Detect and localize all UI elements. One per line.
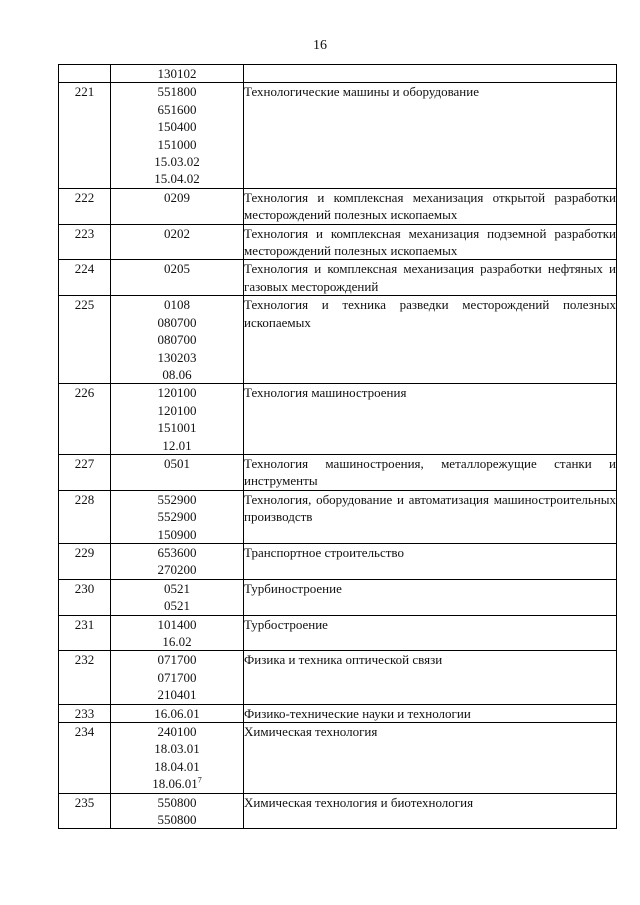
code-value: 550800 — [157, 794, 197, 810]
specialty-name: Турбиностроение — [244, 579, 617, 615]
code-line — [111, 723, 243, 740]
table-row — [59, 490, 617, 543]
code-value: 0205 — [164, 261, 190, 277]
table-row — [59, 723, 617, 794]
table-row — [59, 83, 617, 188]
code-value: 150400 — [157, 119, 197, 135]
code-line — [111, 794, 243, 811]
code-value: 0521 — [164, 598, 190, 614]
specialty-name: Химическая технология — [244, 723, 617, 794]
code-value: 551800 — [157, 84, 197, 100]
code-line — [111, 686, 243, 703]
code-cell — [111, 296, 244, 384]
row-number: 232 — [59, 651, 111, 704]
row-number: 229 — [59, 543, 111, 579]
code-value: 130102 — [157, 66, 197, 81]
code-cell — [111, 260, 244, 296]
row-number: 227 — [59, 454, 111, 490]
code-cell — [111, 454, 244, 490]
specialty-name: Химическая технология и биотехнология — [244, 793, 617, 829]
table-row — [59, 384, 617, 455]
code-line — [111, 101, 243, 118]
code-value: 071700 — [157, 669, 197, 685]
code-value: 16.02 — [162, 634, 192, 649]
specialty-name: Технология машиностроения, металлорежущие станки и инструменты — [244, 455, 616, 489]
row-number: 221 — [59, 83, 111, 188]
code-value: 080700 — [157, 332, 197, 348]
row-number: 230 — [59, 579, 111, 615]
code-cell — [111, 188, 244, 224]
code-line — [111, 314, 243, 331]
code-value: 071700 — [157, 652, 197, 668]
code-line — [111, 597, 243, 614]
table-row — [59, 296, 617, 384]
code-value: 18.03.01 — [154, 741, 200, 757]
specialty-name: Технологические машины и оборудование — [244, 83, 617, 188]
table-row — [59, 615, 617, 651]
code-value: 550800 — [157, 812, 197, 828]
row-number — [59, 65, 111, 83]
code-line — [111, 544, 243, 561]
table-row — [59, 224, 617, 260]
table-row — [59, 454, 617, 490]
code-value: 0501 — [164, 455, 190, 471]
code-line — [111, 758, 243, 775]
footnote-marker: 7 — [197, 775, 202, 785]
row-number: 228 — [59, 490, 111, 543]
specialty-name: Физико-технические науки и технологии — [244, 704, 617, 722]
code-value: 0209 — [164, 189, 190, 205]
row-number: 231 — [59, 615, 111, 651]
table-row — [59, 65, 617, 83]
code-line — [111, 136, 243, 153]
table-body — [59, 65, 617, 829]
row-number: 222 — [59, 188, 111, 224]
code-value: 150900 — [157, 526, 197, 542]
code-line — [111, 349, 243, 366]
specialty-name: Физика и техника оптической связи — [244, 651, 617, 704]
code-line — [111, 189, 243, 206]
specialty-name — [244, 65, 617, 83]
code-value: 270200 — [157, 562, 197, 578]
table-row — [59, 704, 617, 722]
specialty-codes-table — [58, 64, 617, 829]
page-number: 16 — [313, 38, 327, 53]
row-number: 235 — [59, 793, 111, 829]
code-value: 120100 — [157, 402, 197, 418]
code-cell — [111, 224, 244, 260]
specialty-name: Технология и комплексная механизация разработки нефтяных и газовых месторождений — [244, 261, 616, 294]
code-value: 552900 — [157, 509, 197, 525]
specialty-name: Технология и комплексная механизация открытой разработки месторождений полезных ископаемых — [244, 189, 616, 223]
code-cell — [111, 543, 244, 579]
code-line — [111, 296, 243, 313]
code-line — [111, 170, 243, 187]
table-row — [59, 543, 617, 579]
code-cell — [111, 384, 244, 455]
code-value: 240100 — [157, 724, 197, 740]
code-value: 552900 — [157, 491, 197, 507]
code-value: 18.04.01 — [154, 758, 200, 774]
code-line — [111, 455, 243, 472]
code-cell — [111, 490, 244, 543]
specialty-name: Транспортное строительство — [244, 543, 617, 579]
code-value: 18.06.01 — [152, 776, 198, 792]
code-value: 130203 — [157, 349, 197, 365]
code-line — [111, 402, 243, 419]
table-row — [59, 651, 617, 704]
code-value: 651600 — [157, 101, 197, 117]
code-line — [111, 437, 243, 454]
code-value: 080700 — [157, 314, 197, 330]
code-line — [111, 419, 243, 436]
row-number: 224 — [59, 260, 111, 296]
code-line — [111, 561, 243, 578]
code-cell — [111, 65, 244, 83]
code-line — [111, 225, 243, 242]
code-cell — [111, 615, 244, 651]
code-value: 101400 — [157, 616, 197, 632]
table-row — [59, 793, 617, 829]
specialty-name: Турбостроение — [244, 615, 617, 651]
table-row — [59, 579, 617, 615]
code-line — [111, 491, 243, 508]
specialty-name: Технология и техника разведки месторождений полезных ископаемых — [244, 296, 617, 384]
code-value: 12.01 — [162, 437, 192, 453]
code-line — [111, 775, 243, 792]
code-cell — [111, 579, 244, 615]
code-line — [111, 580, 243, 597]
code-value: 0521 — [164, 580, 190, 596]
code-value: 120100 — [157, 385, 197, 401]
table-row — [59, 260, 617, 296]
code-line — [111, 65, 243, 82]
code-value: 08.06 — [162, 366, 192, 382]
specialty-name: Технология машиностроения — [244, 384, 617, 455]
code-line — [111, 740, 243, 757]
code-line — [111, 669, 243, 686]
code-line — [111, 260, 243, 277]
code-value: 151001 — [157, 420, 197, 436]
row-number: 234 — [59, 723, 111, 794]
code-line — [111, 153, 243, 170]
code-value: 151000 — [157, 136, 197, 152]
code-line — [111, 651, 243, 668]
row-number: 226 — [59, 384, 111, 455]
code-cell — [111, 723, 244, 794]
code-cell — [111, 704, 244, 722]
code-line — [111, 366, 243, 383]
row-number: 223 — [59, 224, 111, 260]
code-line — [111, 616, 243, 633]
code-line — [111, 526, 243, 543]
code-line — [111, 633, 243, 650]
code-value: 15.04.02 — [154, 171, 200, 187]
code-value: 15.03.02 — [154, 154, 200, 170]
code-value: 210401 — [157, 687, 197, 703]
code-value: 653600 — [157, 544, 197, 560]
table-row — [59, 188, 617, 224]
code-line — [111, 331, 243, 348]
code-cell — [111, 793, 244, 829]
code-line — [111, 83, 243, 100]
specialty-name: Технология и комплексная механизация подземной разработки месторождений полезных ископаемых — [244, 225, 616, 259]
code-cell — [111, 651, 244, 704]
code-line — [111, 384, 243, 401]
code-line — [111, 705, 243, 722]
code-line — [111, 811, 243, 828]
code-value: 0202 — [164, 225, 190, 241]
code-line — [111, 508, 243, 525]
code-line — [111, 118, 243, 135]
row-number: 233 — [59, 704, 111, 722]
code-cell — [111, 83, 244, 188]
code-value: 0108 — [164, 297, 190, 313]
specialty-name: Технология, оборудование и автоматизация машиностроительных производств — [244, 490, 617, 543]
code-value: 16.06.01 — [154, 705, 200, 721]
row-number: 225 — [59, 296, 111, 384]
